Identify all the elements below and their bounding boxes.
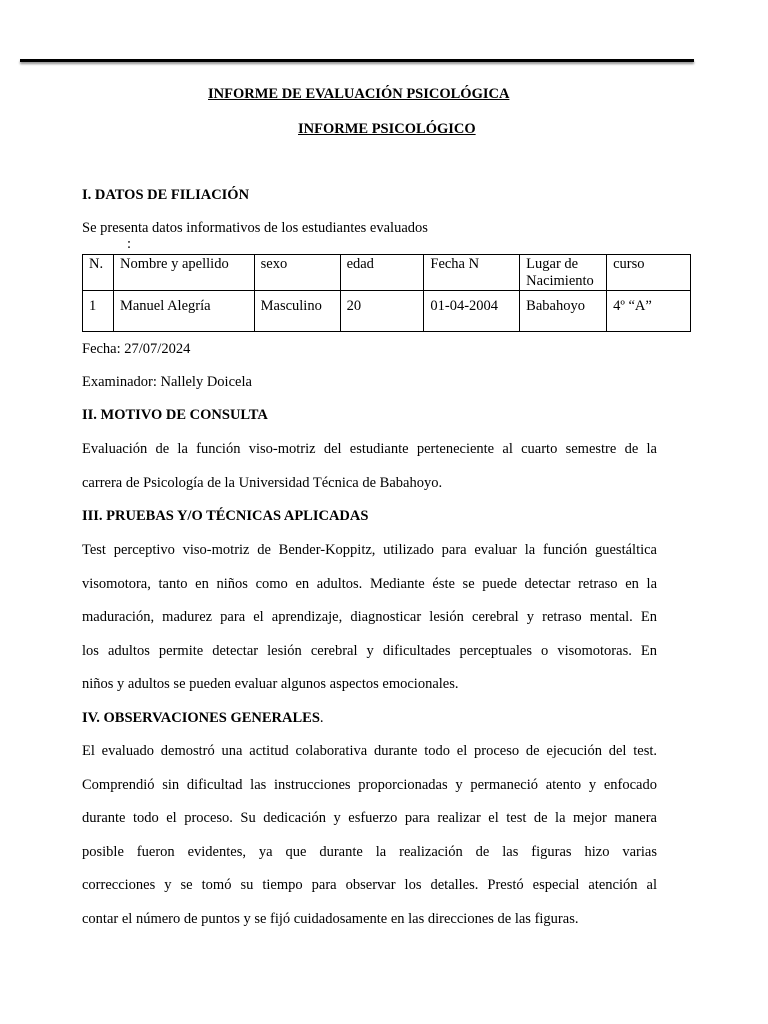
- table-header-cell: edad: [340, 255, 424, 291]
- header-lugar-line1: Lugar de: [526, 256, 579, 272]
- table-cell: Babahoyo: [520, 291, 607, 332]
- paragraph-line: El evaluado demostró una actitud colaborativa durante todo el proceso de ejecución del test.: [82, 743, 657, 759]
- table-header-cell: Fecha N: [424, 255, 520, 291]
- table-cell: 01-04-2004: [424, 291, 520, 332]
- section-heading-motivo: II. MOTIVO DE CONSULTA: [82, 407, 268, 423]
- header-lugar-line2: Nacimiento: [526, 273, 594, 289]
- table-cell: Manuel Alegría: [113, 291, 254, 332]
- paragraph-line: carrera de Psicología de la Universidad Técnica de Babahoyo.: [82, 474, 443, 491]
- table-cell: 1: [83, 291, 114, 332]
- paragraph-line: los adultos permite detectar lesión cerebral y dificultades perceptuales o visomotoras. En: [82, 642, 657, 659]
- paragraph-line: Test perceptivo viso-motriz de Bender-Koppitz, utilizado para evaluar la función guestáltica: [82, 542, 657, 558]
- paragraph-line: visomotora, tanto en niños como en adultos. Mediante éste se puede detectar retraso en la: [82, 575, 657, 592]
- fecha-line: Fecha: 27/07/2024: [82, 341, 191, 357]
- datos-table: [82, 254, 691, 332]
- observaciones-heading-period: .: [319, 710, 324, 726]
- motivo-paragraph: [82, 441, 657, 508]
- table-cell: Masculino: [254, 291, 340, 332]
- section-heading-pruebas: III. PRUEBAS Y/O TÉCNICAS APLICADAS: [82, 508, 369, 524]
- section-heading-datos: I. DATOS DE FILIACIÓN: [82, 187, 250, 203]
- report-title: INFORME DE EVALUACIÓN PSICOLÓGICA: [208, 86, 510, 102]
- pruebas-paragraph: [82, 542, 657, 710]
- table-cell: 20: [340, 291, 424, 332]
- datos-colon: :: [127, 236, 132, 252]
- paragraph-line: niños y adultos se pueden evaluar algunos aspectos emocionales.: [82, 676, 459, 692]
- paragraph-line: Comprendió sin dificultad las instrucciones proporcionadas y permaneció atento y enfocado: [82, 776, 657, 793]
- table-header-cell: sexo: [254, 255, 340, 291]
- paragraph-line: durante todo el proceso. Su dedicación y esfuerzo para realizar el test de la mejor manera: [82, 810, 657, 826]
- section-heading-observaciones: [82, 710, 324, 727]
- table-header-cell: [520, 255, 607, 291]
- top-rule: [20, 59, 694, 62]
- paragraph-line: contar el número de puntos y se fijó cuidadosamente en las direcciones de las figuras.: [82, 910, 579, 927]
- observaciones-heading-text: IV. OBSERVACIONES GENERALES: [82, 710, 320, 726]
- table-header-row: [83, 255, 691, 291]
- table-cell: 4º “A”: [607, 291, 691, 332]
- table-header-cell: N.: [83, 255, 114, 291]
- paragraph-line: correcciones y se tomó su tiempo para observar los detalles. Prestó especial atención al: [82, 877, 657, 893]
- paragraph-line: maduración, madurez para el aprendizaje, diagnosticar lesión cerebral y retraso mental. En: [82, 609, 657, 625]
- paragraph-line: Evaluación de la función viso-motriz del estudiante perteneciente al cuarto semestre de la: [82, 441, 657, 457]
- paragraph-line: posible fueron evidentes, ya que durante la realización de las figuras hizo varias: [82, 843, 657, 860]
- table-header-cell: Nombre y apellido: [113, 255, 254, 291]
- report-subtitle: INFORME PSICOLÓGICO: [298, 121, 476, 137]
- datos-intro: Se presenta datos informativos de los estudiantes evaluados: [82, 220, 428, 236]
- examinador-line: Examinador: Nallely Doicela: [82, 374, 252, 390]
- table-header-cell: curso: [607, 255, 691, 291]
- observaciones-paragraph: [82, 743, 657, 944]
- table-row: [83, 291, 691, 332]
